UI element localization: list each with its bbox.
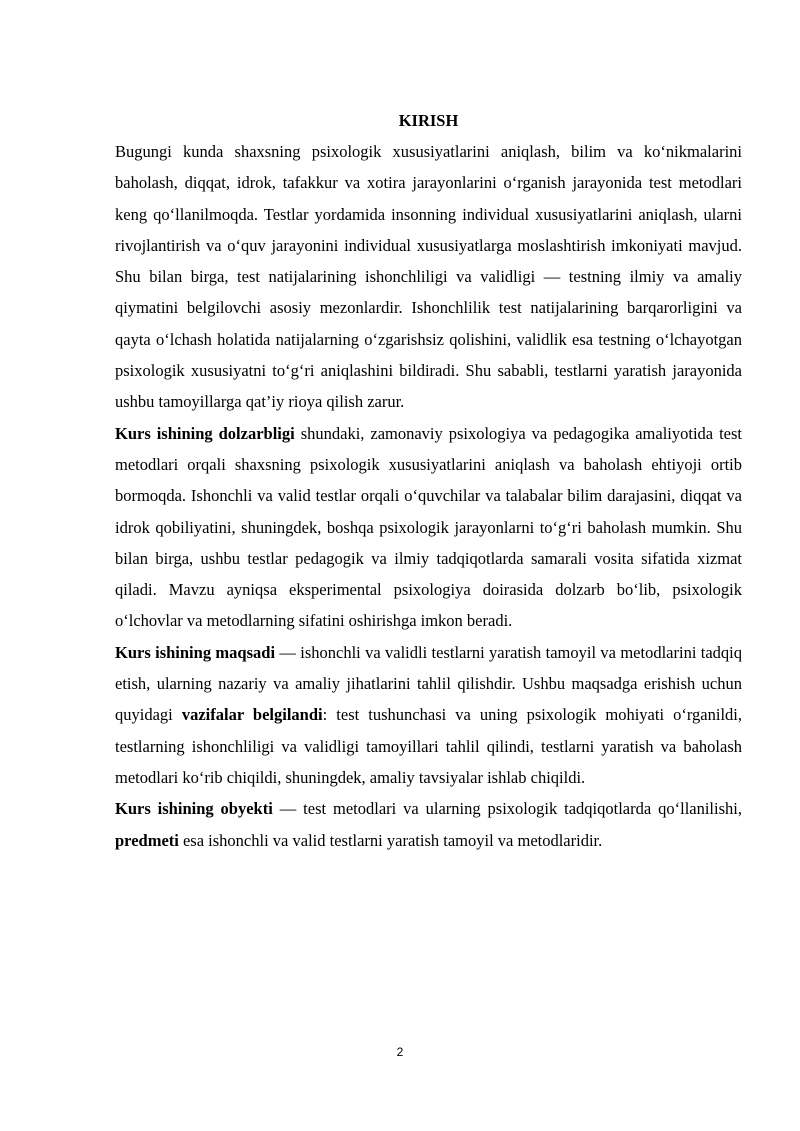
relevance-heading: Kurs ishining dolzarbligi [115,423,295,443]
section-title: KIRISH [398,111,459,130]
subject-text: esa ishonchli va valid testlarni yaratish tamoyil va metodlaridir. [178,830,603,850]
document-page [115,106,742,856]
relevance-paragraph [115,418,742,637]
intro-paragraph: Bugungi kunda shaxsning psixologik xususiyatlarini aniqlash, bilim va ko‘nikmalarini baholash, diqqat, idrok, tafakkur va xotira jarayonlarini o‘rganish jarayonida test metodlari keng qo‘llanilmoqda. Testlar yordamida insonning individual xususiyatlarini aniqlash, ularni rivojlantirish va o‘quv jarayonini individual xususiyatlarga moslashtirish imkoniyati mavjud. Shu bilan birga, test natijalarining ishonchliligi va validligi — testning ilmiy va amaliy qiymatini belgilovchi asosiy mezonlardir. Ishonchlilik test natijalarining barqarorligini va qayta o‘lchash holatida natijalarning o‘zgarishsiz qolishini, validlik esa testning o‘lchayotgan psixologik xususiyatni to‘g‘ri aniqlashini bildiradi. Shu sababli, testlarni yaratish jarayonida ushbu tamoyillarga qat’iy rioya qilish zarur. [115,142,742,412]
tasks-text: : test tushunchasi va uning psixologik mohiyati o‘rganildi, testlarning ishonchliligi va validligi tamoyillari tahlil qilindi, testlarni yaratish va baholash metodlari ko‘rib chiqildi, shuningdek, amaliy tavsiyalar ishlab chiqildi. [115,705,742,787]
tasks-heading: vazifalar belgilandi [181,705,323,725]
goal-paragraph [115,637,742,793]
object-paragraph [115,793,742,856]
object-text: — test metodlari va ularning psixologik tadqiqotlarda qo‘llanilishi, [272,799,742,819]
object-heading: Kurs ishining obyekti [115,799,273,819]
relevance-text: shundaki, zamonaviy psixologiya va pedagogika amaliyotida test metodlari orqali shaxsning psixologik xususiyatlarini aniqlash va baholash ehtiyoji ortib bormoqda. Ishonchli va valid testlar orqali o‘quvchilar va talabalar bilim darajasini, diqqat va idrok qobiliyatini, shuningdek, boshqa psixologik jarayonlarni to‘g‘ri baholash mumkin. Shu bilan birga, ushbu testlar pedagogik va ilmiy tadqiqotlarda samarali vosita sifatida xizmat qiladi. Mavzu ayniqsa eksperimental psixologiya doirasida dolzarb bo‘lib, psixologik o‘lchovlar va metodlarning sifatini oshirishga imkon beradi. [115,423,743,631]
page-number: 2 [396,1045,404,1059]
goal-text: — ishonchli va validli testlarni yaratish tamoyil va metodlarini tadqiq etish, ularning nazariy va amaliy jihatlarini tahlil qilishdir. Ushbu maqsadga erishish uchun quyidagi [115,642,742,725]
goal-heading: Kurs ishining maqsadi [115,642,276,662]
subject-heading: predmeti [115,830,179,850]
